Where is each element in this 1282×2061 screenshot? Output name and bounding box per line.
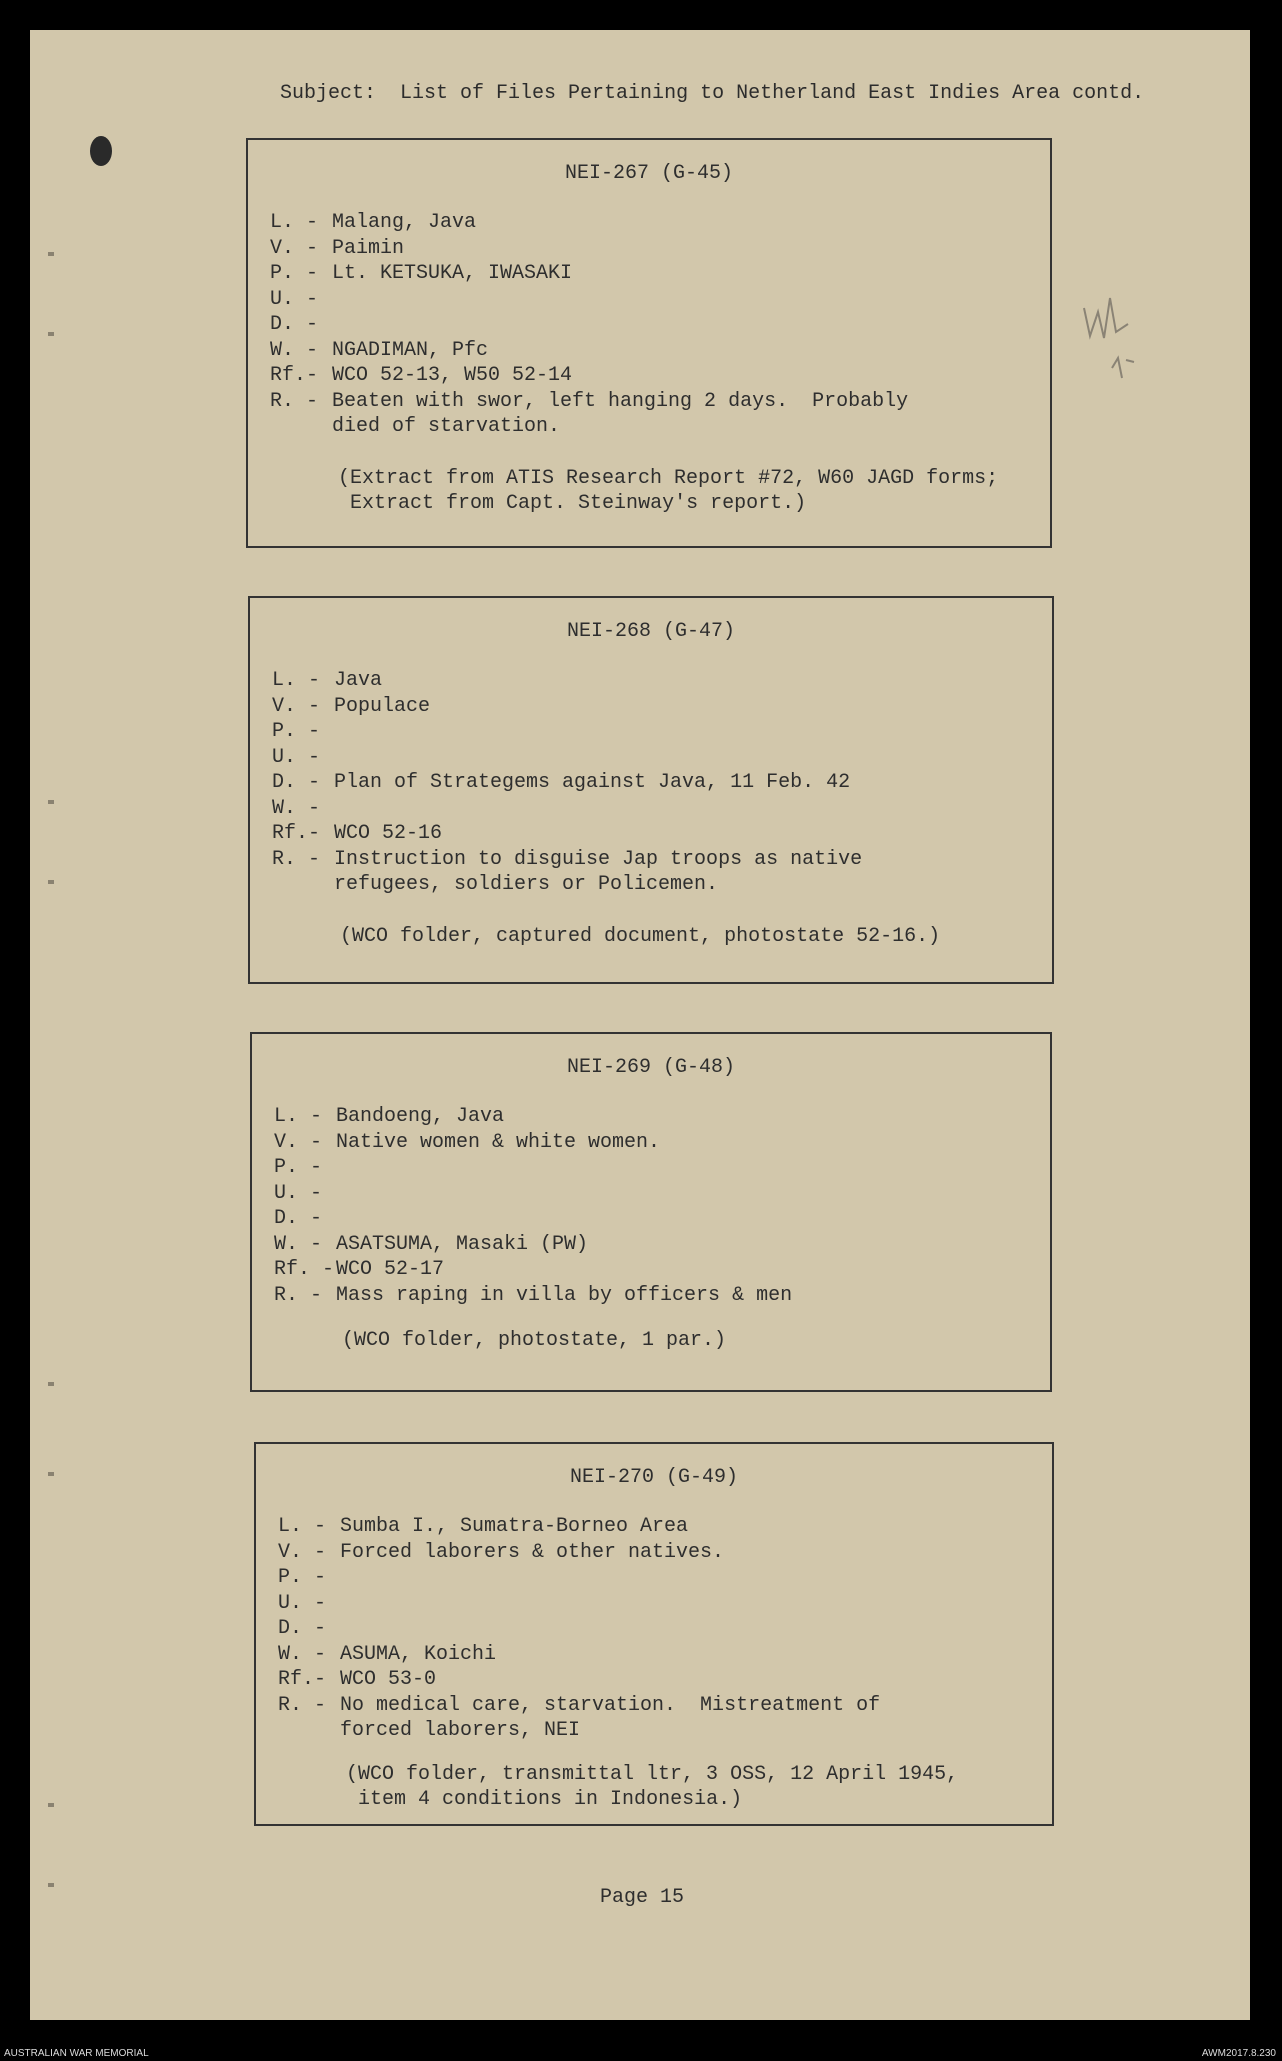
field-line (274, 1130, 1056, 1156)
field-line (278, 1591, 1060, 1617)
field-value: Bandoeng, Java (336, 1105, 505, 1128)
margin-mark (48, 800, 54, 804)
field-line (278, 1667, 1060, 1693)
field-key: W. - (272, 796, 321, 820)
field-value (340, 1565, 1060, 1591)
field-key: Rf.- (272, 822, 321, 845)
field-line (272, 796, 1054, 822)
field-value: Populace (334, 694, 431, 718)
field-line (270, 363, 1052, 389)
field-value: Native women & white women. (336, 1130, 661, 1154)
source-note: (WCO folder, transmittal ltr, 3 OSS, 12 April 1945, item 4 conditions in Indonesia.) (346, 1763, 959, 1811)
field-key: U. - (272, 745, 321, 769)
field-value (336, 1181, 1056, 1207)
file-entry-title: NEI-270 (G-49) (569, 1466, 739, 1489)
margin-mark (48, 880, 54, 884)
field-value: Mass raping in villa by officers & men (336, 1283, 793, 1307)
field-key: P. - (278, 1566, 327, 1589)
field-key: W. - (274, 1232, 323, 1256)
file-entry (248, 596, 1054, 984)
field-key: D. - (270, 313, 319, 336)
field-line (270, 312, 1052, 338)
field-value (336, 1206, 1056, 1232)
field-line (272, 821, 1054, 847)
field-line (274, 1155, 1056, 1181)
field-value (334, 796, 1054, 822)
field-line (274, 1206, 1056, 1232)
field-key: U. - (270, 287, 319, 311)
margin-mark (48, 1382, 54, 1386)
margin-mark (48, 252, 54, 256)
file-entry (246, 138, 1052, 548)
field-value (332, 287, 1052, 313)
field-line (270, 287, 1052, 313)
margin-mark (48, 1472, 54, 1476)
field-line (272, 719, 1054, 745)
field-key: D. - (272, 771, 321, 794)
field-key: L. - (270, 211, 319, 234)
field-value (334, 745, 1054, 771)
margin-mark (48, 1883, 54, 1887)
field-value (340, 1591, 1060, 1617)
field-key: V. - (270, 236, 319, 260)
field-value: Beaten with swor, left hanging 2 days. Probably died of starvation. (332, 389, 909, 438)
field-key: Rf. - (274, 1258, 335, 1281)
handwritten-initials (1078, 288, 1138, 388)
field-key: R. - (270, 389, 319, 413)
field-line (272, 694, 1054, 720)
field-line (270, 210, 1052, 236)
field-line (274, 1104, 1056, 1130)
field-line (278, 1693, 1060, 1744)
field-key: D. - (278, 1617, 327, 1640)
field-value: Paimin (332, 236, 405, 260)
field-key: Rf.- (278, 1668, 327, 1691)
field-value: Instruction to disguise Jap troops as native refugees, soldiers or Policemen. (334, 847, 863, 896)
field-line (274, 1181, 1056, 1207)
field-value: WCO 53-0 (340, 1668, 437, 1691)
field-line (274, 1257, 1056, 1283)
field-value: WCO 52-17 (336, 1258, 445, 1281)
field-line (278, 1540, 1060, 1566)
field-line (278, 1642, 1060, 1668)
field-key: R. - (274, 1283, 323, 1307)
field-line (270, 338, 1052, 364)
field-key: L. - (278, 1515, 327, 1538)
field-key: W. - (270, 338, 319, 362)
field-line (272, 770, 1054, 796)
punch-hole (90, 136, 112, 166)
field-line (270, 236, 1052, 262)
file-entry-title: NEI-267 (G-45) (564, 162, 734, 185)
field-line (278, 1565, 1060, 1591)
margin-mark (48, 332, 54, 336)
field-line (272, 847, 1054, 898)
field-key: V. - (274, 1130, 323, 1154)
field-key: P. - (274, 1156, 323, 1179)
field-value (334, 719, 1054, 745)
source-note: (WCO folder, photostate, 1 par.) (342, 1329, 727, 1352)
field-value (340, 1616, 1060, 1642)
field-value: NGADIMAN, Pfc (332, 338, 489, 362)
field-key: L. - (274, 1105, 323, 1128)
file-entry-title: NEI-268 (G-47) (566, 620, 736, 643)
source-note: (WCO folder, captured document, photostate 52-16.) (340, 925, 941, 948)
field-value: Lt. KETSUKA, IWASAKI (332, 262, 573, 285)
file-entry (254, 1442, 1054, 1826)
field-value: Java (334, 669, 383, 692)
subject-line: Subject: List of Files Pertaining to Netherland East Indies Area contd. (280, 82, 1145, 105)
field-value (336, 1155, 1056, 1181)
field-line (274, 1283, 1056, 1309)
field-line (272, 745, 1054, 771)
source-note: (Extract from ATIS Research Report #72, W60 JAGD forms; Extract from Capt. Steinway's report.) (338, 467, 999, 515)
field-key: R. - (278, 1693, 327, 1717)
field-value: ASATSUMA, Masaki (PW) (336, 1232, 589, 1256)
page-number: Page 15 (600, 1886, 685, 1909)
field-line (270, 261, 1052, 287)
field-key: V. - (278, 1540, 327, 1564)
footer-credit: AUSTRALIAN WAR MEMORIAL (4, 2048, 149, 2059)
field-line (272, 668, 1054, 694)
field-key: W. - (278, 1642, 327, 1666)
field-value: Sumba I., Sumatra-Borneo Area (340, 1515, 689, 1538)
field-value: WCO 52-16 (334, 822, 443, 845)
field-line (278, 1514, 1060, 1540)
field-key: U. - (274, 1181, 323, 1205)
field-line (278, 1616, 1060, 1642)
field-value (332, 312, 1052, 338)
field-value: Forced laborers & other natives. (340, 1540, 725, 1564)
field-key: P. - (272, 720, 321, 743)
field-key: Rf.- (270, 364, 319, 387)
field-key: D. - (274, 1207, 323, 1230)
field-key: R. - (272, 847, 321, 871)
field-line (274, 1232, 1056, 1258)
file-entry-title: NEI-269 (G-48) (566, 1056, 736, 1079)
field-key: V. - (272, 694, 321, 718)
field-value: No medical care, starvation. Mistreatment of forced laborers, NEI (340, 1693, 881, 1742)
file-entry (250, 1032, 1052, 1392)
field-key: U. - (278, 1591, 327, 1615)
field-key: P. - (270, 262, 319, 285)
field-value: WCO 52-13, W50 52-14 (332, 364, 573, 387)
margin-mark (48, 1803, 54, 1807)
field-value: Plan of Strategems against Java, 11 Feb. 42 (334, 771, 851, 794)
field-key: L. - (272, 669, 321, 692)
field-value: ASUMA, Koichi (340, 1642, 497, 1666)
field-value: Malang, Java (332, 211, 477, 234)
footer-catalog-id: AWM2017.8.230 (1201, 2048, 1276, 2059)
field-line (270, 389, 1052, 440)
